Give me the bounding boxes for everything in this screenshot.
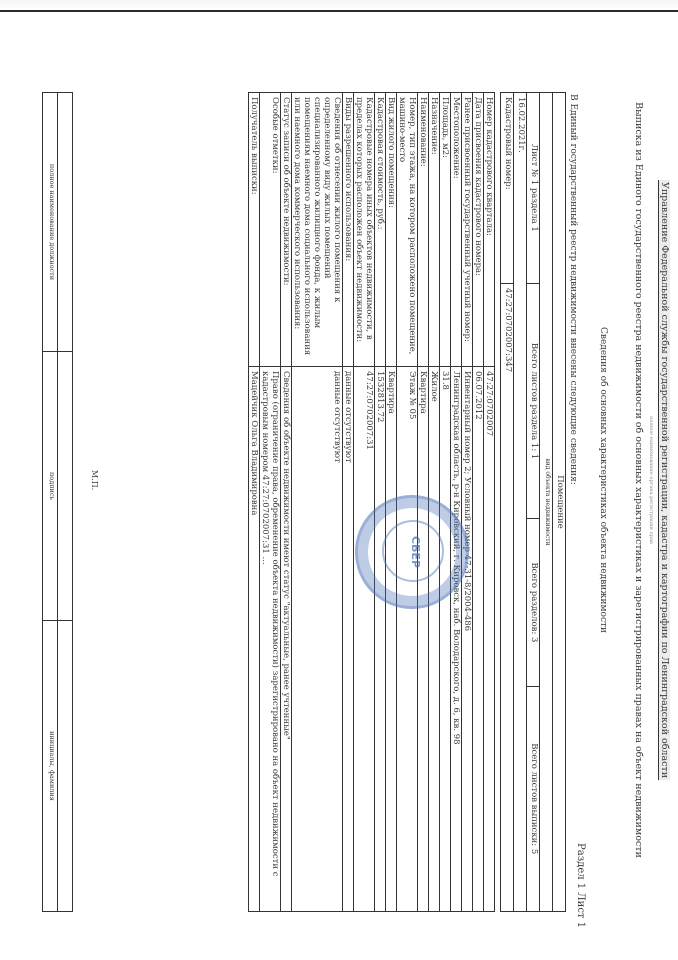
table-row: Особые отметки: Право (ограничение права, обременение объекта недвижимости) зарегистрировано на объект недвижимости с кадастровым номером 47:27:0702007:31 ... <box>260 93 281 912</box>
seal-mark: М.П. <box>90 470 99 491</box>
table-row: Кадастровая стоимость, руб.: 1532813.72 <box>375 93 386 912</box>
cadastral-number-value: 47:27:0702007:347 <box>501 283 514 911</box>
name-caption: инициалы, фамилия <box>43 621 58 912</box>
stamp-text: СБЕР <box>409 535 422 569</box>
table-row: Виды разрешенного использования: данные отсутствуют <box>343 93 354 912</box>
table-row: Наименование: Квартира <box>418 93 429 912</box>
table-row: Площадь, м2: 31.8 <box>440 93 451 912</box>
section-label: Раздел 1 Лист 1 <box>575 843 586 928</box>
signature-table <box>42 92 73 912</box>
table-row: Назначение: Жилое <box>429 93 440 912</box>
position-caption: полное наименование должности <box>43 93 58 352</box>
document-title: Выписка из Единого государственного реестра недвижимости об основных характеристиках и зарегистрированных правах на объект недвижимости <box>633 102 644 858</box>
table-row: Номер, тип этажа, на котором расположено помещение, машино-место Этаж № 05 <box>397 93 418 912</box>
sheets-total: Всего листов выписки: 5 <box>527 686 540 911</box>
bank-stamp <box>355 495 469 609</box>
sections-total: Всего разделов: 3 <box>527 519 540 686</box>
signature-field <box>58 352 73 621</box>
agency-name: Управление Федеральной службы государственной регистрации, кадастра и картографии по Ленинградской области <box>659 181 670 779</box>
table-row: Дата присвоения кадастрового номера: 06.07.2012 <box>473 93 484 912</box>
signature-caption: подпись <box>43 352 58 621</box>
sheets-in-section: Всего листов раздела 1: 1 <box>527 283 540 519</box>
cadastral-number-label: Кадастровый номер: <box>501 93 514 284</box>
table-row: Номер кадастрового квартала: 47:27:0702007 <box>484 93 495 912</box>
table-row: Кадастровые номера иных объектов недвижимости, в пределах которых расположен объект недвижимости: 47:27:0702007:31 <box>354 93 375 912</box>
table-row: Получатель выписки: Мацейчик Ольга Владимировна <box>249 93 260 912</box>
extract-date: 16.02.2021г. <box>514 93 527 912</box>
intro-text: В Единый государственный реестр недвижимости внесены следующие сведения: <box>568 94 578 485</box>
table-row: Вид жилого помещения: Квартира <box>386 93 397 912</box>
object-type: Помещение <box>553 93 566 912</box>
object-type-caption: вид объекта недвижимости <box>540 93 553 912</box>
table-row: Статус записи об объекте недвижимости: Сведения об объекте недвижимости имеют статус "актуальные, ранее учтенные" <box>281 93 292 912</box>
table-row: Сведения об отнесении жилого помещения к определенному виду жилых помещений специализированного жилищного фонда, к жилым помещениям наемного дома социального использования или наемного дома коммерческого использования: данные отсутствуют <box>292 93 343 912</box>
position-field <box>58 93 73 352</box>
table-row: Ранее присвоенный государственный учетный номер: Инвентарный номер 2; Условный номер 47-31-8/2004-486 <box>462 93 473 912</box>
agency-caption: полное наименование органа регистрации прав <box>648 416 654 544</box>
header-table <box>500 92 566 912</box>
name-field <box>58 621 73 912</box>
table-row: Местоположение: Ленинградская область, р-н Кировский, г. Кировск, наб. Володарского, д. 6, кв. 98 <box>451 93 462 912</box>
characteristics-table <box>248 92 495 912</box>
document-subtitle: Сведения об основных характеристиках объекта недвижимости <box>598 327 608 633</box>
sheet-number: Лист № 1 раздела 1 <box>527 93 540 284</box>
